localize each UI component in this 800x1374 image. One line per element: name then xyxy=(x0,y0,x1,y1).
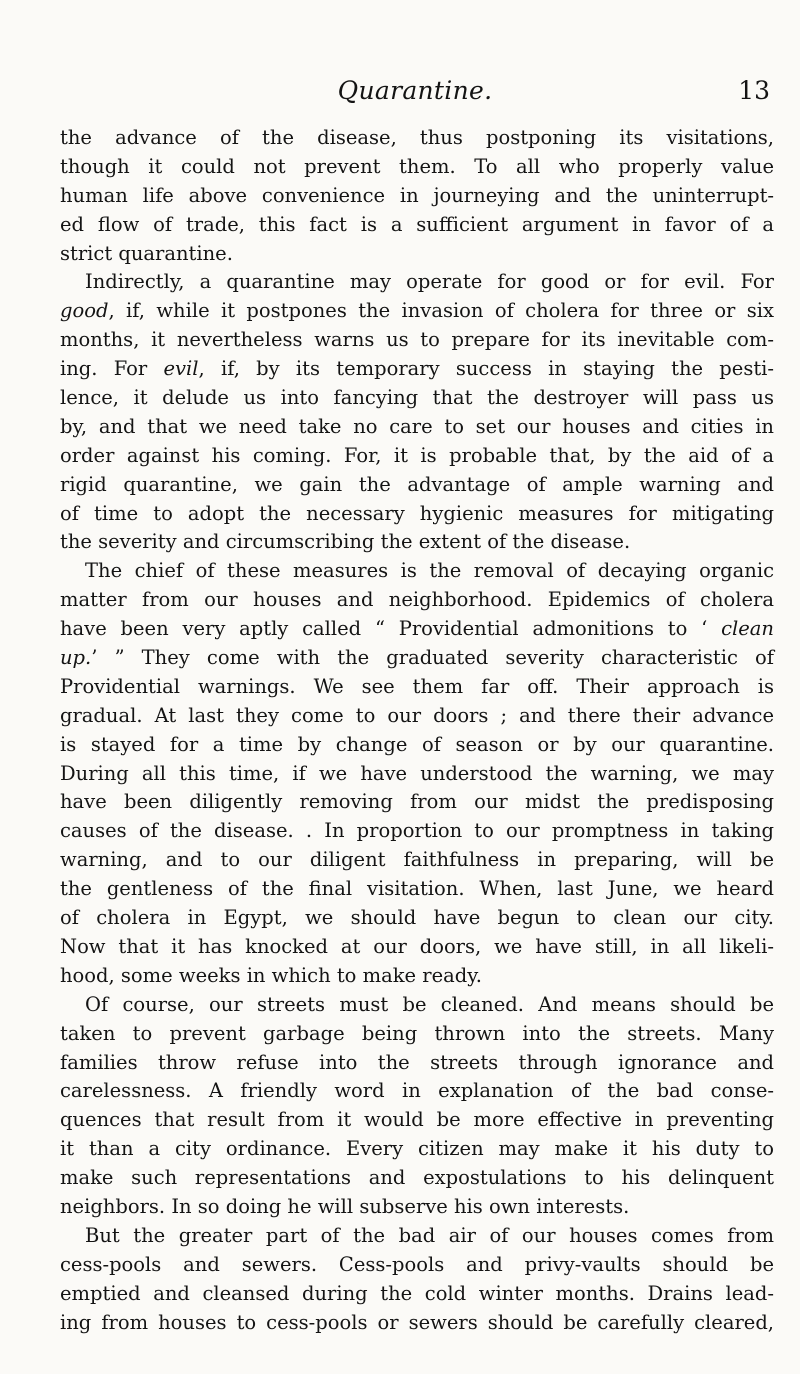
text-line: of cholera in Egypt, we should have begun to clean our city. xyxy=(60,906,774,930)
text-line: the gentleness of the final visitation. When, last June, we heard xyxy=(60,877,774,901)
text-line: ing. For evil, if, by its temporary success in staying the pesti- xyxy=(60,357,774,381)
text-line: order against his coming. For, it is probable that, by the aid of a xyxy=(60,443,774,467)
text-line: good, if, while it postpones the invasion of cholera for three or six xyxy=(60,299,774,323)
text-line: lence, it delude us into fancying that the destroyer will pass us xyxy=(60,386,774,410)
text-line: months, it nevertheless warns us to prepare for its inevitable com- xyxy=(60,328,774,352)
text-line: by, and that we need take no care to set our houses and cities in xyxy=(60,414,774,438)
text-line: strict quarantine. xyxy=(60,241,233,265)
italic-word: evil xyxy=(163,357,199,381)
running-title: Quarantine. xyxy=(337,76,493,105)
page-number: 13 xyxy=(738,76,770,105)
text-line: ed flow of trade, this fact is a sufficient argument in favor of a xyxy=(60,212,774,236)
text-line: causes of the disease. . In proportion to our promptness in taking xyxy=(60,819,774,843)
text-line: During all this time, if we have understood the warning, we may xyxy=(60,761,774,785)
text-line: is stayed for a time by change of season or by our quarantine. xyxy=(60,732,774,756)
text-line: up.’ ” They come with the graduated severity characteristic of xyxy=(60,646,774,670)
text-line: have been very aptly called “ Providential admonitions to ‘ clean xyxy=(60,617,774,641)
text-line: The chief of these measures is the removal of decaying organic xyxy=(85,559,774,583)
text-line: cess-pools and sewers. Cess-pools and privy-vaults should be xyxy=(60,1252,774,1276)
text-line: families throw refuse into the streets through ignorance and xyxy=(60,1050,774,1074)
text-line: Now that it has knocked at our doors, we have still, in all likeli- xyxy=(60,934,774,958)
italic-word: good xyxy=(60,299,109,323)
text-line: neighbors. In so doing he will subserve his own interests. xyxy=(60,1194,630,1218)
text-line: Of course, our streets must be cleaned. And means should be xyxy=(85,992,774,1016)
text-line: have been diligently removing from our midst the predisposing xyxy=(60,790,774,814)
page-header xyxy=(60,76,770,116)
text-line: quences that result from it would be more effective in preventing xyxy=(60,1108,774,1132)
text-line: make such representations and expostulations to his delinquent xyxy=(60,1166,774,1190)
text-line: Indirectly, a quarantine may operate for good or for evil. For xyxy=(85,270,774,294)
text-line: human life above convenience in journeying and the uninterrupt- xyxy=(60,183,774,207)
text-line: Providential warnings. We see them far off. Their approach is xyxy=(60,674,774,698)
text-line: warning, and to our diligent faithfulness in preparing, will be xyxy=(60,848,774,872)
italic-word: up. xyxy=(60,646,92,670)
text-line: gradual. At last they come to our doors ; and there their advance xyxy=(60,703,774,727)
text-line: ing from houses to cess-pools or sewers should be carefully cleared, xyxy=(60,1310,774,1334)
text-line: the severity and circumscribing the extent of the disease. xyxy=(60,530,631,554)
text-line: emptied and cleansed during the cold winter months. Drains lead- xyxy=(60,1281,774,1305)
text-line: taken to prevent garbage being thrown into the streets. Many xyxy=(60,1021,774,1045)
text-line: But the greater part of the bad air of our houses comes from xyxy=(85,1223,774,1247)
text-line: the advance of the disease, thus postponing its visitations, xyxy=(60,126,774,149)
text-line: of time to adopt the necessary hygienic measures for mitigating xyxy=(60,501,774,525)
italic-word: clean xyxy=(721,617,774,641)
body-text xyxy=(60,124,774,1337)
text-line: though it could not prevent them. To all who properly value xyxy=(60,154,774,178)
text-line: matter from our houses and neighborhood. Epidemics of cholera xyxy=(60,588,774,612)
text-line: rigid quarantine, we gain the advantage of ample warning and xyxy=(60,472,774,496)
text-line: carelessness. A friendly word in explanation of the bad conse- xyxy=(60,1079,774,1103)
text-line: hood, some weeks in which to make ready. xyxy=(60,963,482,987)
text-line: it than a city ordinance. Every citizen may make it his duty to xyxy=(60,1137,774,1161)
